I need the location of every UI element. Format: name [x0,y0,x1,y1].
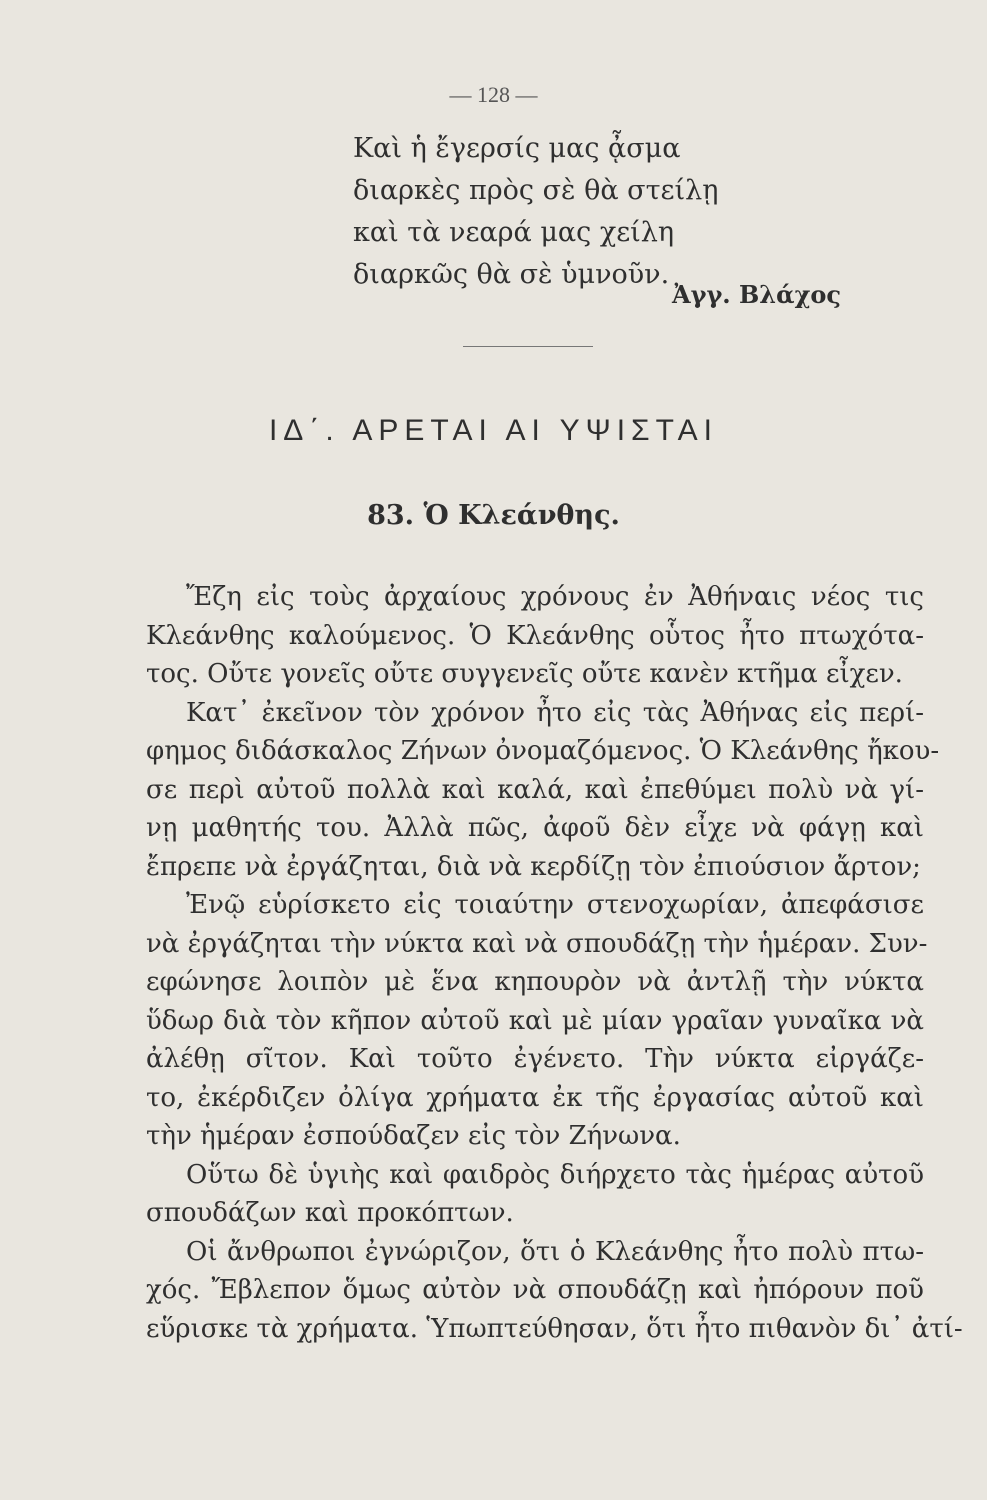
page-number: — 128 — [449,82,538,107]
text-line: Ἐνῷ εὑρίσκετο εἰς τοιαύτην στενοχωρίαν, ἀπεφάσισε [186,890,924,920]
chapter-title: ΙΔ΄. ΑΡΕΤΑΙ ΑΙ ΥΨΙΣΤΑΙ [268,414,719,447]
poem-line: διαρκὲς πρὸς σὲ θὰ στείλῃ [353,175,719,206]
poem-line: Καὶ ἡ ἔγερσίς μας ᾆσμα [353,133,681,164]
poem-stanza [353,128,813,296]
section-divider [463,346,593,347]
section-heading: 83. Ὁ Κλεάνθης. [367,500,620,531]
text-line: σε περὶ αὐτοῦ πολλὰ καὶ καλά, καὶ ἐπεθύμει πολὺ νὰ γί- [146,774,924,805]
body-text [146,578,963,1348]
text-line: εφώνησε λοιπὸν μὲ ἕνα κηπουρὸν νὰ ἀντλῇ τὴν νύκτα [146,967,924,997]
text-line: Κατ᾿ ἐκεῖνον τὸν χρόνον ἦτο εἰς τὰς Ἀθήνας εἰς περί- [186,697,924,728]
text-line: Οὕτω δὲ ὑγιὴς καὶ φαιδρὸς διήρχετο τὰς ἡμέρας αὐτοῦ [186,1159,924,1190]
text-line: νὰ ἐργάζηται τὴν νύκτα καὶ νὰ σπουδάζῃ τὴν ἡμέραν. Συν- [146,928,928,959]
text-line: Ἔζη εἰς τοὺς ἀρχαίους χρόνους ἐν Ἀθήναις νέος τις [186,582,924,612]
text-line: χός. Ἔβλεπον ὅμως αὐτὸν νὰ σπουδάζῃ καὶ ἠπόρουν ποῦ [146,1275,924,1305]
text-line: Οἱ ἄνθρωποι ἐγνώριζον, ὅτι ὁ Κλεάνθης ἦτο πολὺ πτω- [186,1236,924,1267]
text-line: τος. Οὔτε γονεῖς οὔτε συγγενεῖς οὔτε κανὲν κτῆμα εἶχεν. [146,659,903,689]
text-line: εὕρισκε τὰ χρήματα. Ὑπωπτεύθησαν, ὅτι ἦτο πιθανὸν δι᾿ ἀτί- [146,1313,963,1344]
text-line: σπουδάζων καὶ προκόπτων. [146,1198,514,1228]
poem-line: καὶ τὰ νεαρά μας χείλη [353,217,675,248]
text-line: ἀλέθῃ σῖτον. Καὶ τοῦτο ἐγένετο. Τὴν νύκτα εἰργάζε- [146,1044,924,1074]
text-line: νῃ μαθητής του. Ἀλλὰ πῶς, ἀφοῦ δὲν εἶχε νὰ φάγῃ καὶ [146,813,924,843]
text-line: το, ἐκέρδιζεν ὀλίγα χρήματα ἐκ τῆς ἐργασίας αὐτοῦ καὶ [146,1082,924,1113]
text-line: ἔπρεπε νὰ ἐργάζηται, διὰ νὰ κερδίζῃ τὸν ἐπιούσιον ἄρτον; [146,851,921,882]
text-line: φημος διδάσκαλος Ζήνων ὀνομαζόμενος. Ὁ Κλεάνθης ἤκου- [146,736,940,766]
text-line: τὴν ἡμέραν ἐσπούδαζεν εἰς τὸν Ζήνωνα. [146,1121,681,1151]
text-line: Κλεάνθης καλούμενος. Ὁ Κλεάνθης οὗτος ἦτο πτωχότα- [146,620,924,651]
poem-author: Ἀγγ. Βλάχος [672,280,842,309]
poem-line: διαρκῶς θὰ σὲ ὑμνοῦν. [353,259,670,290]
text-line: ὕδωρ διὰ τὸν κῆπον αὐτοῦ καὶ μὲ μίαν γραῖαν γυναῖκα νὰ [146,1005,924,1036]
